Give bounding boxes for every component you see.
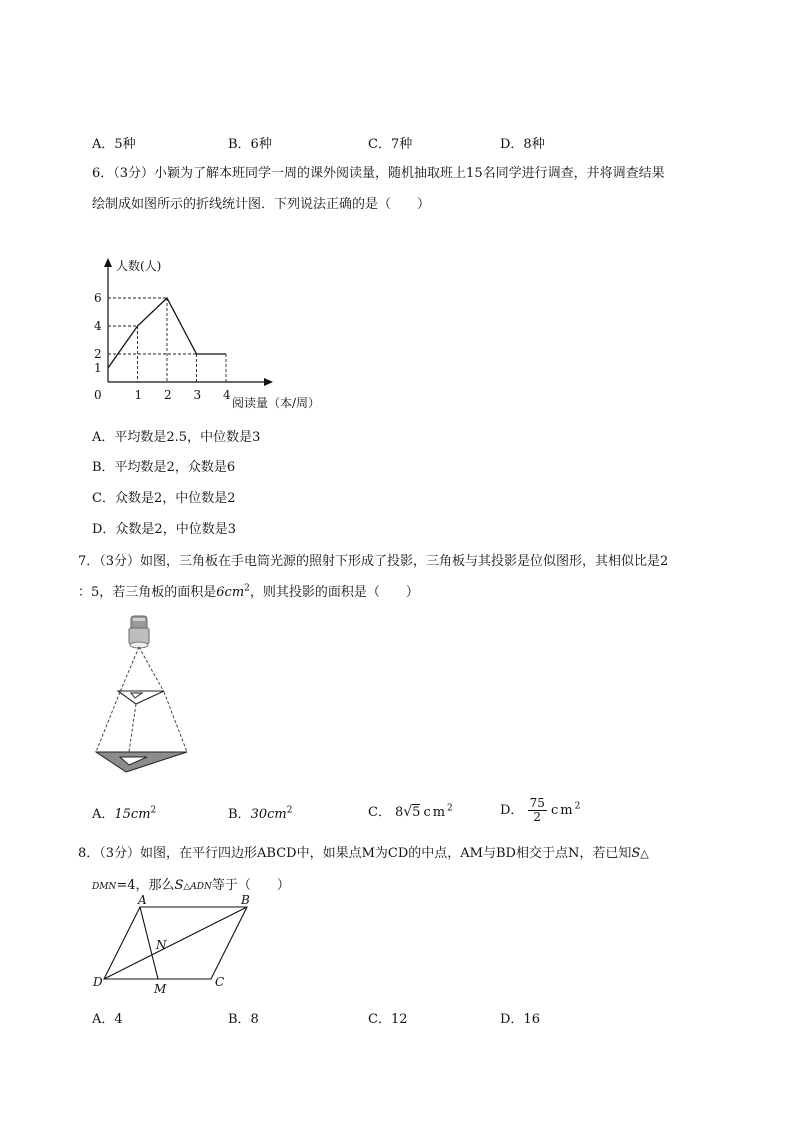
y-tick-label: 4 [94, 319, 102, 333]
q5-option-a: A．5种 [92, 137, 136, 152]
q5-option-b: B．6种 [228, 137, 272, 152]
y-tick-label: 1 [94, 361, 102, 375]
vertex-label-b: B [241, 895, 250, 907]
q6-stem-line1: 6．（3分）小颖为了解本班同学一周的课外阅读量，随机抽取班上15名同学进行调查，并将调查结果 [92, 166, 665, 181]
q6-option-a: A．平均数是2.5，中位数是3 [92, 430, 261, 445]
flashlight-icon [129, 616, 149, 648]
q7-option-c: C． 8√5 $cm^2$ [368, 803, 453, 820]
q6-option-c: C．众数是2，中位数是2 [92, 491, 236, 506]
q7-option-d: D． $\frac{75}{2}$ $cm^2$ [500, 796, 581, 824]
q6-stem-line2: 绘制成如图所示的折线统计图．下列说法正确的是（ ） [92, 197, 431, 212]
q6-line-chart [88, 252, 348, 417]
x-axis-title: 阅读量（本/周） [232, 396, 321, 410]
y-tick-label: 2 [94, 347, 102, 361]
x-tick-label: 3 [193, 388, 202, 402]
vertex-label-d: D [93, 975, 103, 989]
x-axis-arrow [264, 378, 273, 386]
triangle-plate [118, 691, 164, 704]
flashlight-projection-figure [92, 612, 192, 784]
parallelogram-figure [88, 895, 268, 1000]
q7-stem-line2: ：5，若三角板的面积是$6cm^2$，则其投影的面积是（ ） [78, 583, 419, 600]
y-axis-title: 人数(人) [116, 259, 162, 273]
origin-label: 0 [94, 388, 102, 402]
q8-stem-line2: DMN=4，那么S△ADN等于（ ） [92, 878, 290, 893]
x-tick-label: 4 [223, 388, 231, 402]
x-tick-label: 1 [134, 388, 143, 402]
vertex-label-n: N [156, 938, 167, 952]
vertex-label-m: M [154, 982, 167, 996]
q8-option-c: C．12 [368, 1012, 408, 1027]
vertex-label-c: C [215, 975, 225, 989]
q5-option-d: D．8种 [500, 137, 545, 152]
q8-stem-line1: 8．（3分）如图，在平行四边形ABCD中，如果点M为CD的中点，AM与BD相交于点N，若已知S△ [78, 846, 649, 861]
triangle-shadow [96, 752, 187, 772]
y-tick-label: 6 [94, 291, 102, 305]
q7-option-d-fraction: $\frac{75}{2}$ [529, 796, 545, 824]
q8-option-b: B．8 [228, 1012, 259, 1027]
x-tick-label: 2 [164, 388, 172, 402]
q6-option-d: D．众数是2，中位数是3 [92, 522, 236, 537]
q7-option-b: B．$30cm^2$ [228, 805, 293, 822]
q7-option-a: A．$15cm^2$ [92, 805, 157, 822]
q7-stem-line1: 7．（3分）如图，三角板在手电筒光源的照射下形成了投影，三角板与其投影是位似图形，其相似比是2 [78, 554, 669, 569]
q5-option-c: C．7种 [368, 137, 413, 152]
vertex-label-a: A [138, 895, 147, 907]
q8-option-d: D．16 [500, 1012, 540, 1027]
q8-option-a: A．4 [92, 1012, 123, 1027]
q6-option-b: B．平均数是2，众数是6 [92, 460, 236, 475]
y-axis-arrow [104, 258, 112, 267]
